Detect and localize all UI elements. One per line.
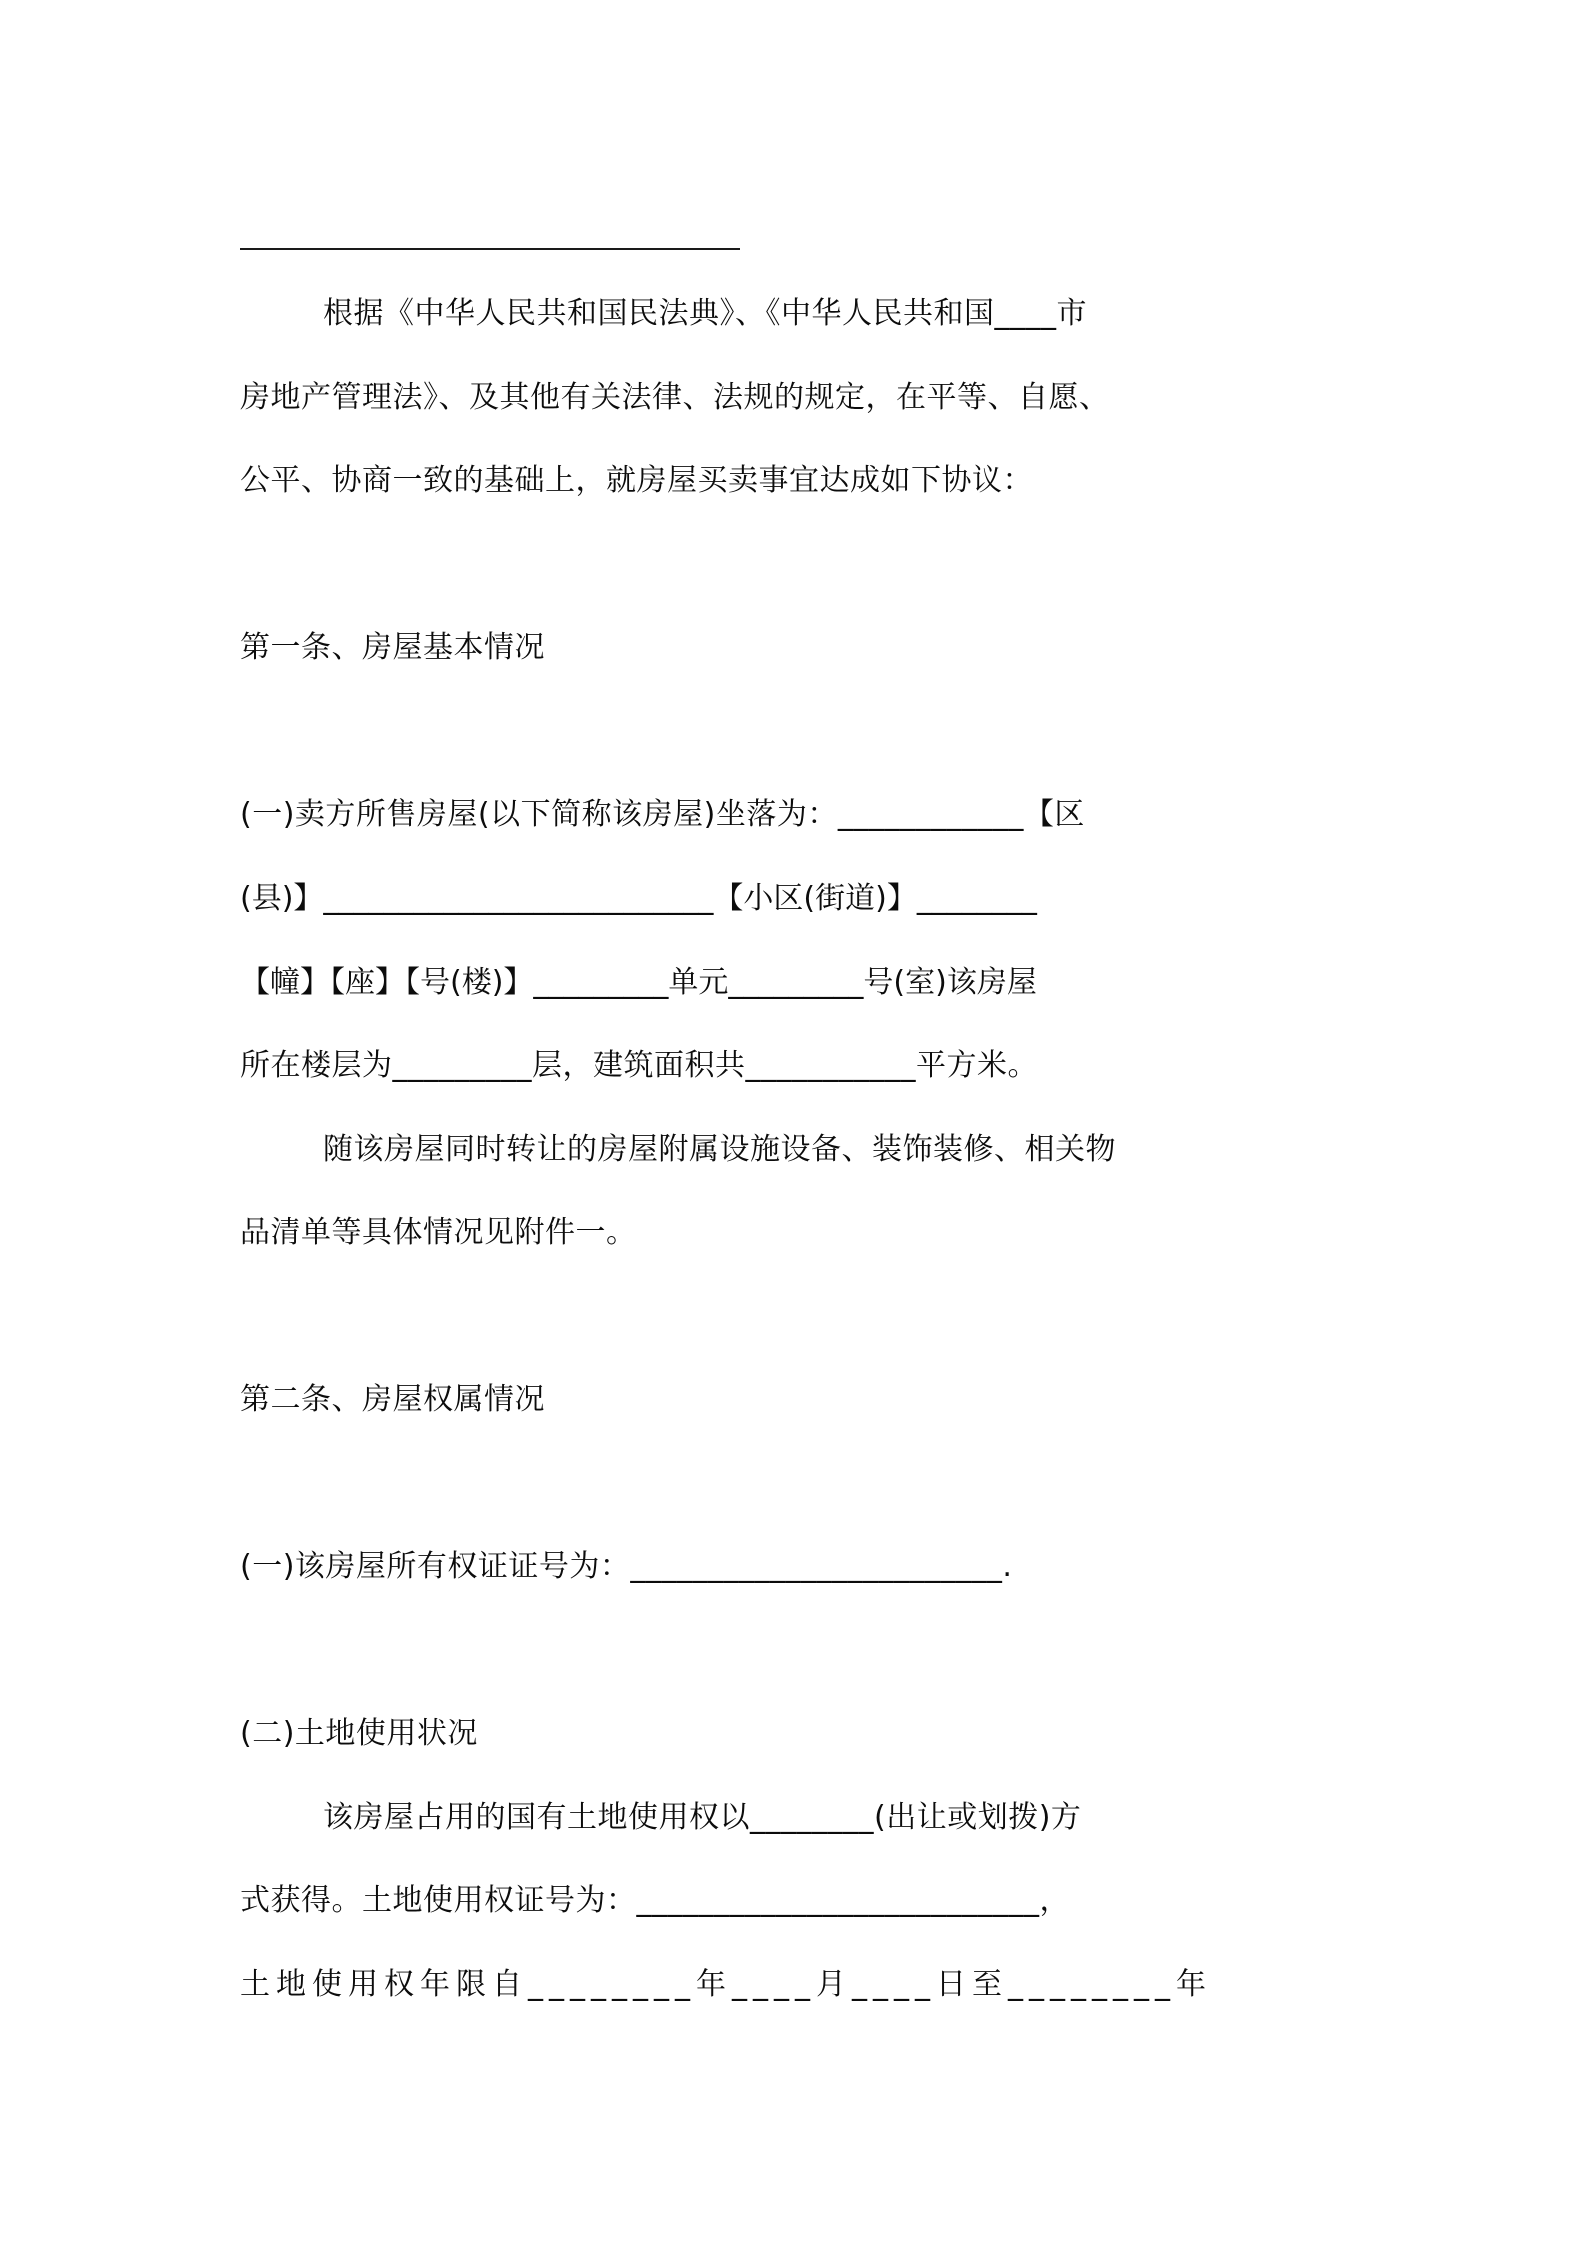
article-1-attachment-line-1: 随该房屋同时转让的房屋附属设施设备、装饰装修、相关物 bbox=[323, 1132, 1116, 1167]
article-2-item-1: (一)该房屋所有权证证号为：________________________. bbox=[240, 1549, 1013, 1584]
land-use-line-3: 土地使用权年限自________年____月____日至________年 bbox=[240, 1967, 1212, 2002]
land-use-line-1: 该房屋占用的国有土地使用权以________(出让或划拨)方 bbox=[323, 1800, 1082, 1835]
article-1-attachment-line-2: 品清单等具体情况见附件一。 bbox=[240, 1215, 637, 1250]
intro-line-3: 公平、协商一致的基础上，就房屋买卖事宜达成如下协议： bbox=[240, 463, 1033, 498]
intro-line-2: 房地产管理法》、及其他有关法律、法规的规定，在平等、自愿、 bbox=[240, 380, 1110, 415]
land-use-line-2: 式获得。土地使用权证号为：__________________________， bbox=[240, 1883, 1070, 1918]
article-2-heading: 第二条、房屋权属情况 bbox=[240, 1382, 545, 1417]
article-1-item-1-line-1: (一)卖方所售房屋(以下简称该房屋)坐落为：____________【区 bbox=[240, 797, 1085, 832]
signature-line bbox=[240, 248, 740, 250]
article-1-item-1-line-2: (县)】__________________________【小区(街道)】________ bbox=[240, 881, 1037, 916]
article-2-item-2-heading: (二)土地使用状况 bbox=[240, 1716, 478, 1751]
article-1-item-1-line-3: 【幢】【座】【号(楼)】_________单元_________号(室)该房屋 bbox=[240, 965, 1037, 1000]
article-1-item-1-line-4: 所在楼层为_________层，建筑面积共___________平方米。 bbox=[240, 1048, 1038, 1083]
article-1-heading: 第一条、房屋基本情况 bbox=[240, 630, 545, 665]
intro-line-1: 根据《中华人民共和国民法典》、《中华人民共和国____市 bbox=[323, 296, 1087, 331]
